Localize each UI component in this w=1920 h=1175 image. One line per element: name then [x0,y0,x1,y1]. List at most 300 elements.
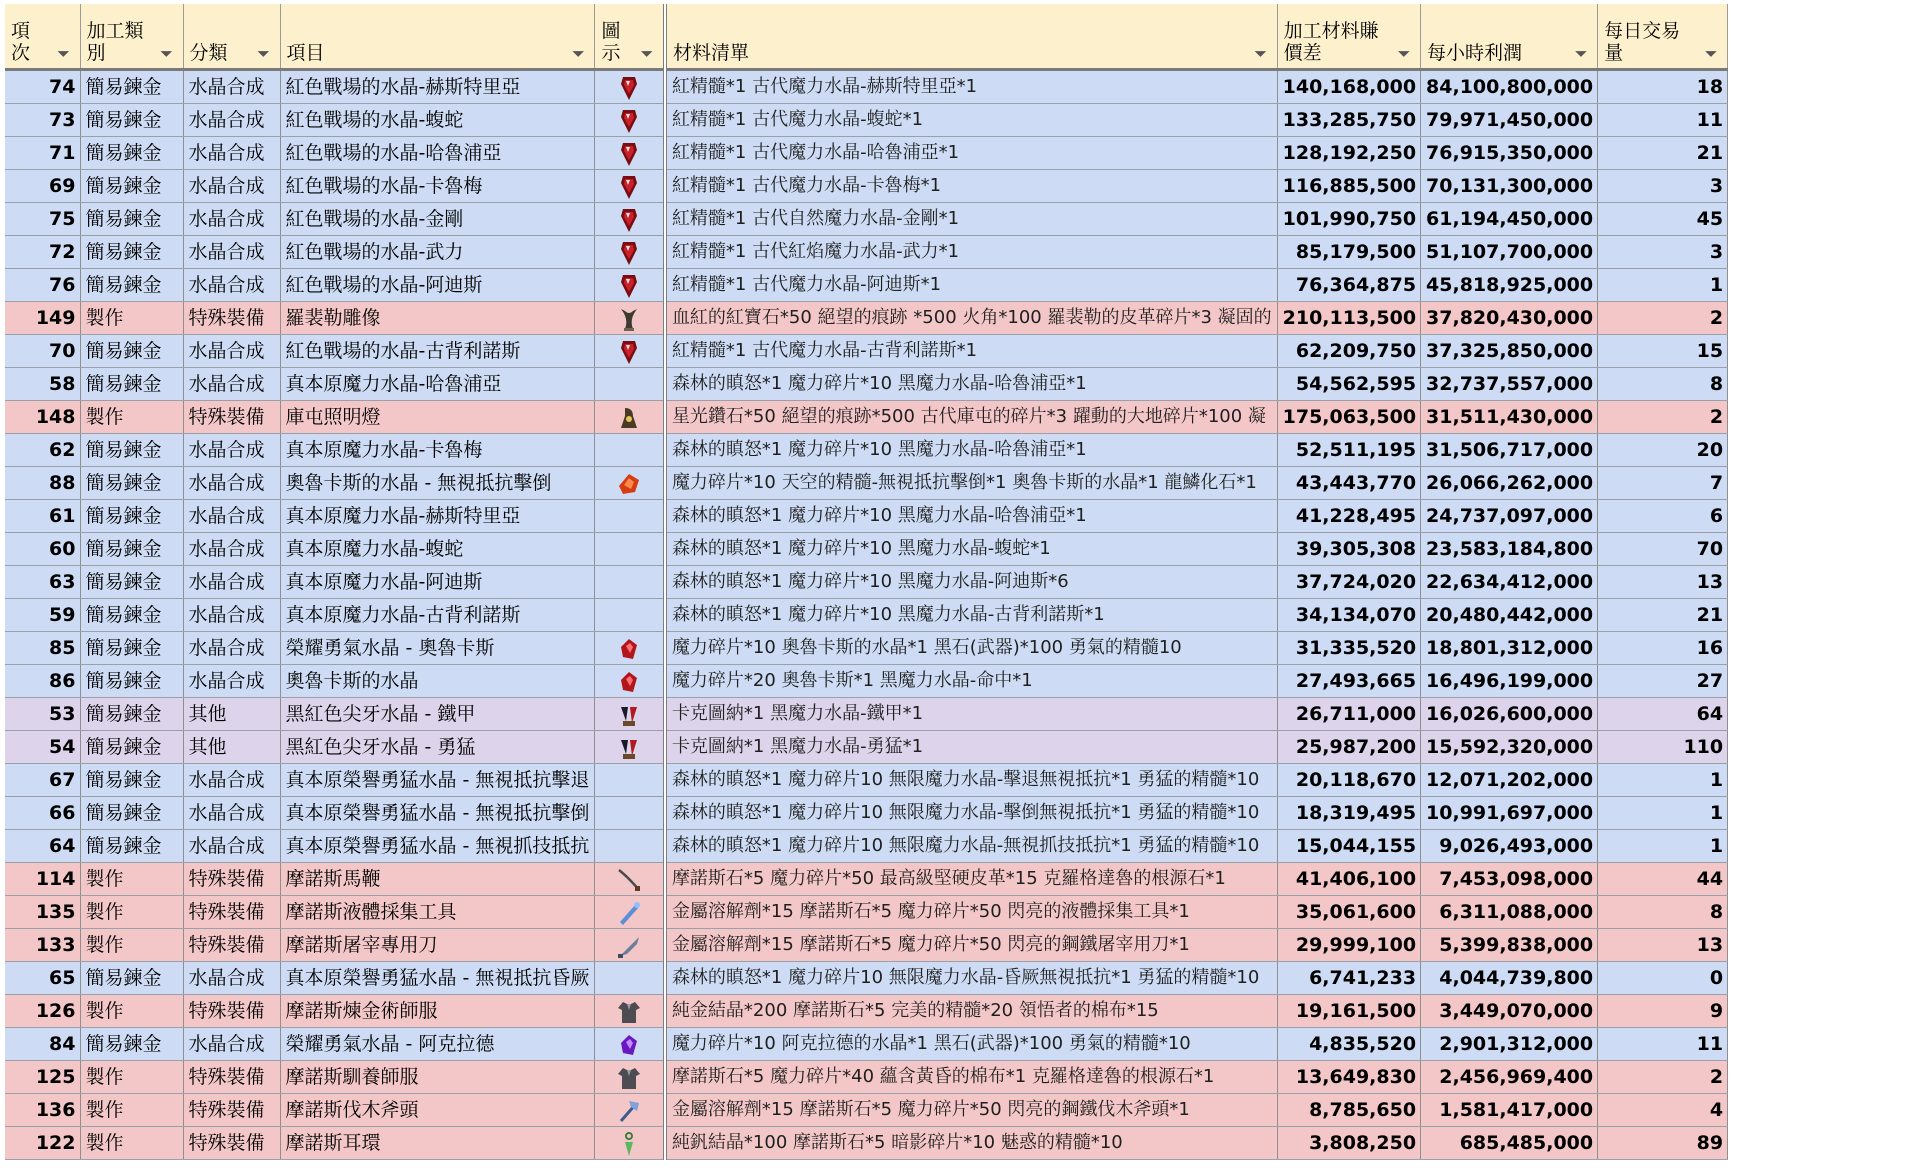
cell-volume[interactable]: 20 [1598,434,1728,467]
cell-category[interactable]: 特殊裝備 [183,863,280,896]
cell-profit[interactable]: 31,511,430,000 [1421,401,1598,434]
cell-id[interactable]: 66 [5,797,80,830]
cell-id[interactable]: 54 [5,731,80,764]
table-row[interactable] [5,104,1728,137]
cell-icon[interactable] [595,797,665,830]
cell-icon[interactable] [595,896,665,929]
cell-type[interactable]: 簡易鍊金 [80,203,183,236]
filter-icon[interactable]: ⏷ [640,44,654,63]
cell-volume[interactable]: 11 [1598,1028,1728,1061]
cell-type[interactable]: 簡易鍊金 [80,500,183,533]
table-row[interactable] [5,632,1728,665]
cell-icon[interactable] [595,1127,665,1160]
cell-type[interactable]: 簡易鍊金 [80,70,183,104]
cell-margin[interactable]: 52,511,195 [1277,434,1420,467]
cell-profit[interactable]: 24,737,097,000 [1421,500,1598,533]
cell-item[interactable]: 庫屯照明燈 [280,401,595,434]
cell-icon[interactable] [595,830,665,863]
cell-icon[interactable] [595,1094,665,1127]
cell-materials[interactable]: 卡克圖納*1 黑魔力水晶-勇猛*1 [665,731,1277,764]
cell-item[interactable]: 紅色戰場的水晶-古背利諾斯 [280,335,595,368]
cell-category[interactable]: 水晶合成 [183,797,280,830]
table-row[interactable] [5,170,1728,203]
cell-margin[interactable]: 116,885,500 [1277,170,1420,203]
header-profit[interactable] [1421,4,1598,70]
cell-volume[interactable]: 2 [1598,401,1728,434]
cell-category[interactable]: 水晶合成 [183,764,280,797]
cell-type[interactable]: 簡易鍊金 [80,467,183,500]
cell-volume[interactable]: 2 [1598,302,1728,335]
cell-volume[interactable]: 15 [1598,335,1728,368]
cell-id[interactable]: 75 [5,203,80,236]
table-row[interactable] [5,434,1728,467]
cell-margin[interactable]: 19,161,500 [1277,995,1420,1028]
cell-id[interactable]: 73 [5,104,80,137]
cell-category[interactable]: 特殊裝備 [183,995,280,1028]
cell-margin[interactable]: 18,319,495 [1277,797,1420,830]
cell-id[interactable]: 86 [5,665,80,698]
cell-item[interactable]: 真本原魔力水晶-古背利諾斯 [280,599,595,632]
cell-materials[interactable]: 魔力碎片*10 天空的精髓-無視抵抗擊倒*1 奧魯卡斯的水晶*1 龍鱗化石*1 [665,467,1277,500]
cell-icon[interactable] [595,137,665,170]
cell-id[interactable]: 85 [5,632,80,665]
cell-item[interactable]: 榮耀勇氣水晶 - 奧魯卡斯 [280,632,595,665]
cell-item[interactable]: 黑紅色尖牙水晶 - 勇猛 [280,731,595,764]
cell-margin[interactable]: 31,335,520 [1277,632,1420,665]
cell-volume[interactable]: 2 [1598,1061,1728,1094]
cell-profit[interactable]: 45,818,925,000 [1421,269,1598,302]
cell-item[interactable]: 紅色戰場的水晶-卡魯梅 [280,170,595,203]
table-row[interactable] [5,401,1728,434]
cell-category[interactable]: 水晶合成 [183,236,280,269]
table-row[interactable] [5,995,1728,1028]
cell-icon[interactable] [595,665,665,698]
cell-id[interactable]: 148 [5,401,80,434]
cell-id[interactable]: 126 [5,995,80,1028]
cell-category[interactable]: 水晶合成 [183,533,280,566]
cell-volume[interactable]: 18 [1598,70,1728,104]
cell-type[interactable]: 簡易鍊金 [80,830,183,863]
cell-icon[interactable] [595,236,665,269]
cell-icon[interactable] [595,962,665,995]
cell-profit[interactable]: 2,901,312,000 [1421,1028,1598,1061]
cell-category[interactable]: 水晶合成 [183,203,280,236]
header-icon[interactable] [595,4,665,70]
cell-materials[interactable]: 金屬溶解劑*15 摩諾斯石*5 魔力碎片*50 閃亮的鋼鐵伐木斧頭*1 [665,1094,1277,1127]
cell-category[interactable]: 水晶合成 [183,434,280,467]
cell-profit[interactable]: 2,456,969,400 [1421,1061,1598,1094]
cell-id[interactable]: 76 [5,269,80,302]
table-row[interactable] [5,203,1728,236]
cell-type[interactable]: 簡易鍊金 [80,698,183,731]
cell-volume[interactable]: 8 [1598,368,1728,401]
cell-item[interactable]: 真本原魔力水晶-蝮蛇 [280,533,595,566]
cell-type[interactable]: 製作 [80,896,183,929]
table-row[interactable] [5,302,1728,335]
cell-item[interactable]: 紅色戰場的水晶-武力 [280,236,595,269]
filter-icon[interactable]: ⏷ [1254,44,1268,63]
table-row[interactable] [5,962,1728,995]
cell-materials[interactable]: 星光鑽石*50 絕望的痕跡*500 古代庫屯的碎片*3 躍動的大地碎片*100 凝 [665,401,1277,434]
cell-materials[interactable]: 紅精髓*1 古代魔力水晶-古背利諾斯*1 [665,335,1277,368]
cell-id[interactable]: 67 [5,764,80,797]
cell-volume[interactable]: 3 [1598,170,1728,203]
cell-type[interactable]: 製作 [80,401,183,434]
filter-icon[interactable]: ⏷ [1397,44,1411,63]
cell-volume[interactable]: 1 [1598,269,1728,302]
cell-type[interactable]: 簡易鍊金 [80,368,183,401]
filter-icon[interactable]: ⏷ [572,44,585,63]
table-row[interactable] [5,467,1728,500]
cell-item[interactable]: 摩諾斯煉金術師服 [280,995,595,1028]
cell-margin[interactable]: 140,168,000 [1277,70,1420,104]
cell-item[interactable]: 摩諾斯液體採集工具 [280,896,595,929]
table-row[interactable] [5,1094,1728,1127]
cell-volume[interactable]: 16 [1598,632,1728,665]
cell-volume[interactable]: 0 [1598,962,1728,995]
table-row[interactable] [5,698,1728,731]
table-row[interactable] [5,830,1728,863]
cell-volume[interactable]: 4 [1598,1094,1728,1127]
cell-category[interactable]: 特殊裝備 [183,929,280,962]
cell-materials[interactable]: 森林的瞋怒*1 魔力碎片*10 黑魔力水晶-哈魯浦亞*1 [665,434,1277,467]
cell-id[interactable]: 58 [5,368,80,401]
cell-id[interactable]: 65 [5,962,80,995]
cell-id[interactable]: 72 [5,236,80,269]
cell-margin[interactable]: 6,741,233 [1277,962,1420,995]
cell-item[interactable]: 真本原榮譽勇猛水晶 - 無視抓技抵抗 [280,830,595,863]
cell-margin[interactable]: 128,192,250 [1277,137,1420,170]
cell-profit[interactable]: 9,026,493,000 [1421,830,1598,863]
cell-profit[interactable]: 51,107,700,000 [1421,236,1598,269]
cell-margin[interactable]: 3,808,250 [1277,1127,1420,1160]
cell-type[interactable]: 簡易鍊金 [80,236,183,269]
cell-item[interactable]: 真本原魔力水晶-阿迪斯 [280,566,595,599]
cell-volume[interactable]: 3 [1598,236,1728,269]
cell-margin[interactable]: 20,118,670 [1277,764,1420,797]
cell-materials[interactable]: 森林的瞋怒*1 魔力碎片*10 黑魔力水晶-古背利諾斯*1 [665,599,1277,632]
cell-margin[interactable]: 41,406,100 [1277,863,1420,896]
header-materials[interactable] [665,4,1277,70]
cell-type[interactable]: 簡易鍊金 [80,269,183,302]
cell-item[interactable]: 摩諾斯馴養師服 [280,1061,595,1094]
table-row[interactable] [5,929,1728,962]
cell-category[interactable]: 其他 [183,731,280,764]
cell-profit[interactable]: 1,581,417,000 [1421,1094,1598,1127]
cell-volume[interactable]: 21 [1598,137,1728,170]
cell-margin[interactable]: 27,493,665 [1277,665,1420,698]
cell-materials[interactable]: 森林的瞋怒*1 魔力碎片10 無限魔力水晶-擊倒無視抵抗*1 勇猛的精髓*10 [665,797,1277,830]
cell-icon[interactable] [595,269,665,302]
cell-profit[interactable]: 79,971,450,000 [1421,104,1598,137]
cell-type[interactable]: 簡易鍊金 [80,137,183,170]
filter-icon[interactable]: ⏷ [257,44,270,63]
cell-margin[interactable]: 133,285,750 [1277,104,1420,137]
table-row[interactable] [5,236,1728,269]
cell-id[interactable]: 53 [5,698,80,731]
cell-materials[interactable]: 森林的瞋怒*1 魔力碎片*10 黑魔力水晶-阿迪斯*6 [665,566,1277,599]
cell-category[interactable]: 水晶合成 [183,566,280,599]
cell-id[interactable]: 122 [5,1127,80,1160]
table-row[interactable] [5,533,1728,566]
cell-id[interactable]: 74 [5,70,80,104]
cell-margin[interactable]: 39,305,308 [1277,533,1420,566]
cell-volume[interactable]: 21 [1598,599,1728,632]
cell-margin[interactable]: 13,649,830 [1277,1061,1420,1094]
cell-icon[interactable] [595,70,665,104]
cell-type[interactable]: 簡易鍊金 [80,335,183,368]
cell-materials[interactable]: 紅精髓*1 古代魔力水晶-卡魯梅*1 [665,170,1277,203]
header-id[interactable] [5,4,80,70]
cell-item[interactable]: 真本原榮譽勇猛水晶 - 無視抵抗擊退 [280,764,595,797]
cell-margin[interactable]: 29,999,100 [1277,929,1420,962]
cell-type[interactable]: 製作 [80,1127,183,1160]
cell-icon[interactable] [595,731,665,764]
cell-category[interactable]: 水晶合成 [183,137,280,170]
cell-id[interactable]: 60 [5,533,80,566]
cell-profit[interactable]: 15,592,320,000 [1421,731,1598,764]
cell-category[interactable]: 水晶合成 [183,170,280,203]
cell-type[interactable]: 簡易鍊金 [80,104,183,137]
cell-profit[interactable]: 16,026,600,000 [1421,698,1598,731]
cell-volume[interactable]: 1 [1598,797,1728,830]
cell-category[interactable]: 水晶合成 [183,830,280,863]
cell-margin[interactable]: 101,990,750 [1277,203,1420,236]
cell-category[interactable]: 水晶合成 [183,467,280,500]
cell-materials[interactable]: 紅精髓*1 古代魔力水晶-蝮蛇*1 [665,104,1277,137]
cell-margin[interactable]: 25,987,200 [1277,731,1420,764]
filter-icon[interactable]: ⏷ [1704,44,1718,63]
cell-type[interactable]: 簡易鍊金 [80,632,183,665]
cell-item[interactable]: 真本原魔力水晶-赫斯特里亞 [280,500,595,533]
table-row[interactable] [5,1127,1728,1160]
cell-id[interactable]: 69 [5,170,80,203]
cell-type[interactable]: 製作 [80,929,183,962]
cell-type[interactable]: 製作 [80,302,183,335]
table-row[interactable] [5,335,1728,368]
cell-volume[interactable]: 89 [1598,1127,1728,1160]
table-row[interactable] [5,896,1728,929]
cell-materials[interactable]: 紅精髓*1 古代魔力水晶-哈魯浦亞*1 [665,137,1277,170]
cell-category[interactable]: 水晶合成 [183,70,280,104]
cell-id[interactable]: 135 [5,896,80,929]
cell-type[interactable]: 簡易鍊金 [80,764,183,797]
header-volume[interactable] [1598,4,1728,70]
cell-id[interactable]: 70 [5,335,80,368]
cell-type[interactable]: 簡易鍊金 [80,533,183,566]
cell-materials[interactable]: 森林的瞋怒*1 魔力碎片10 無限魔力水晶-無視抓技抵抗*1 勇猛的精髓*10 [665,830,1277,863]
cell-profit[interactable]: 5,399,838,000 [1421,929,1598,962]
cell-materials[interactable]: 摩諾斯石*5 魔力碎片*40 蘊含黃昏的棉布*1 克羅格達魯的根源石*1 [665,1061,1277,1094]
cell-materials[interactable]: 紅精髓*1 古代紅焰魔力水晶-武力*1 [665,236,1277,269]
cell-margin[interactable]: 37,724,020 [1277,566,1420,599]
cell-volume[interactable]: 11 [1598,104,1728,137]
cell-category[interactable]: 水晶合成 [183,962,280,995]
cell-item[interactable]: 紅色戰場的水晶-蝮蛇 [280,104,595,137]
cell-margin[interactable]: 26,711,000 [1277,698,1420,731]
cell-item[interactable]: 真本原魔力水晶-哈魯浦亞 [280,368,595,401]
header-category[interactable] [183,4,280,70]
cell-icon[interactable] [595,104,665,137]
cell-profit[interactable]: 23,583,184,800 [1421,533,1598,566]
cell-profit[interactable]: 84,100,800,000 [1421,70,1598,104]
cell-category[interactable]: 水晶合成 [183,368,280,401]
cell-profit[interactable]: 3,449,070,000 [1421,995,1598,1028]
cell-margin[interactable]: 4,835,520 [1277,1028,1420,1061]
cell-category[interactable]: 水晶合成 [183,1028,280,1061]
cell-materials[interactable]: 森林的瞋怒*1 魔力碎片*10 黑魔力水晶-哈魯浦亞*1 [665,368,1277,401]
cell-profit[interactable]: 16,496,199,000 [1421,665,1598,698]
cell-type[interactable]: 簡易鍊金 [80,731,183,764]
cell-type[interactable]: 製作 [80,1061,183,1094]
cell-icon[interactable] [595,302,665,335]
cell-materials[interactable]: 紅精髓*1 古代魔力水晶-赫斯特里亞*1 [665,70,1277,104]
cell-profit[interactable]: 76,915,350,000 [1421,137,1598,170]
cell-profit[interactable]: 37,820,430,000 [1421,302,1598,335]
cell-item[interactable]: 榮耀勇氣水晶 - 阿克拉德 [280,1028,595,1061]
cell-materials[interactable]: 森林的瞋怒*1 魔力碎片*10 黑魔力水晶-哈魯浦亞*1 [665,500,1277,533]
cell-volume[interactable]: 45 [1598,203,1728,236]
cell-type[interactable]: 簡易鍊金 [80,599,183,632]
cell-icon[interactable] [595,698,665,731]
cell-id[interactable]: 88 [5,467,80,500]
cell-item[interactable]: 紅色戰場的水晶-阿迪斯 [280,269,595,302]
cell-item[interactable]: 紅色戰場的水晶-赫斯特里亞 [280,70,595,104]
cell-id[interactable]: 136 [5,1094,80,1127]
table-row[interactable] [5,566,1728,599]
cell-icon[interactable] [595,335,665,368]
cell-id[interactable]: 84 [5,1028,80,1061]
cell-profit[interactable]: 61,194,450,000 [1421,203,1598,236]
table-row[interactable] [5,137,1728,170]
cell-materials[interactable]: 純金結晶*200 摩諾斯石*5 完美的精髓*20 領悟者的棉布*15 [665,995,1277,1028]
cell-volume[interactable]: 13 [1598,566,1728,599]
cell-icon[interactable] [595,995,665,1028]
cell-category[interactable]: 水晶合成 [183,500,280,533]
cell-item[interactable]: 羅裴勒雕像 [280,302,595,335]
cell-id[interactable]: 71 [5,137,80,170]
cell-margin[interactable]: 41,228,495 [1277,500,1420,533]
cell-icon[interactable] [595,599,665,632]
cell-category[interactable]: 特殊裝備 [183,302,280,335]
cell-type[interactable]: 簡易鍊金 [80,170,183,203]
cell-category[interactable]: 特殊裝備 [183,1094,280,1127]
cell-type[interactable]: 簡易鍊金 [80,566,183,599]
cell-materials[interactable]: 森林的瞋怒*1 魔力碎片10 無限魔力水晶-擊退無視抵抗*1 勇猛的精髓*10 [665,764,1277,797]
cell-id[interactable]: 61 [5,500,80,533]
cell-profit[interactable]: 32,737,557,000 [1421,368,1598,401]
cell-profit[interactable]: 37,325,850,000 [1421,335,1598,368]
cell-category[interactable]: 特殊裝備 [183,401,280,434]
table-row[interactable] [5,797,1728,830]
cell-profit[interactable]: 685,485,000 [1421,1127,1598,1160]
cell-margin[interactable]: 35,061,600 [1277,896,1420,929]
cell-profit[interactable]: 70,131,300,000 [1421,170,1598,203]
cell-icon[interactable] [595,533,665,566]
cell-volume[interactable]: 64 [1598,698,1728,731]
cell-id[interactable]: 125 [5,1061,80,1094]
table-row[interactable] [5,1061,1728,1094]
cell-item[interactable]: 真本原榮譽勇猛水晶 - 無視抵抗昏厥 [280,962,595,995]
cell-item[interactable]: 摩諾斯屠宰專用刀 [280,929,595,962]
cell-margin[interactable]: 43,443,770 [1277,467,1420,500]
cell-materials[interactable]: 純釩結晶*100 摩諾斯石*5 暗影碎片*10 魅惑的精髓*10 [665,1127,1277,1160]
cell-margin[interactable]: 15,044,155 [1277,830,1420,863]
cell-category[interactable]: 水晶合成 [183,665,280,698]
table-row[interactable] [5,764,1728,797]
cell-type[interactable]: 簡易鍊金 [80,665,183,698]
filter-icon[interactable]: ⏷ [1574,44,1588,63]
cell-category[interactable]: 特殊裝備 [183,896,280,929]
cell-category[interactable]: 水晶合成 [183,632,280,665]
table-row[interactable] [5,731,1728,764]
cell-materials[interactable]: 卡克圖納*1 黑魔力水晶-鐵甲*1 [665,698,1277,731]
table-row[interactable] [5,70,1728,104]
cell-id[interactable]: 59 [5,599,80,632]
cell-volume[interactable]: 1 [1598,830,1728,863]
cell-profit[interactable]: 10,991,697,000 [1421,797,1598,830]
cell-id[interactable]: 149 [5,302,80,335]
cell-item[interactable]: 紅色戰場的水晶-哈魯浦亞 [280,137,595,170]
table-row[interactable] [5,368,1728,401]
cell-volume[interactable]: 110 [1598,731,1728,764]
cell-profit[interactable]: 26,066,262,000 [1421,467,1598,500]
cell-type[interactable]: 簡易鍊金 [80,797,183,830]
cell-type[interactable]: 製作 [80,995,183,1028]
cell-volume[interactable]: 27 [1598,665,1728,698]
table-row[interactable] [5,863,1728,896]
header-margin[interactable] [1277,4,1420,70]
cell-materials[interactable]: 森林的瞋怒*1 魔力碎片10 無限魔力水晶-昏厥無視抵抗*1 勇猛的精髓*10 [665,962,1277,995]
cell-volume[interactable]: 44 [1598,863,1728,896]
cell-icon[interactable] [595,368,665,401]
cell-margin[interactable]: 8,785,650 [1277,1094,1420,1127]
cell-item[interactable]: 真本原魔力水晶-卡魯梅 [280,434,595,467]
cell-category[interactable]: 水晶合成 [183,335,280,368]
table-row[interactable] [5,599,1728,632]
cell-type[interactable]: 簡易鍊金 [80,434,183,467]
table-row[interactable] [5,500,1728,533]
cell-icon[interactable] [595,1028,665,1061]
cell-materials[interactable]: 血紅的紅寶石*50 絕望的痕跡 *500 火角*100 羅裴勒的皮革碎片*3 凝固的 [665,302,1277,335]
header-item[interactable] [280,4,595,70]
cell-category[interactable]: 其他 [183,698,280,731]
table-row[interactable] [5,269,1728,302]
cell-category[interactable]: 特殊裝備 [183,1127,280,1160]
cell-category[interactable]: 特殊裝備 [183,1061,280,1094]
cell-volume[interactable]: 13 [1598,929,1728,962]
cell-icon[interactable] [595,203,665,236]
cell-icon[interactable] [595,401,665,434]
cell-icon[interactable] [595,863,665,896]
cell-margin[interactable]: 76,364,875 [1277,269,1420,302]
cell-item[interactable]: 真本原榮譽勇猛水晶 - 無視抵抗擊倒 [280,797,595,830]
cell-volume[interactable]: 70 [1598,533,1728,566]
cell-type[interactable]: 製作 [80,1094,183,1127]
cell-id[interactable]: 133 [5,929,80,962]
cell-icon[interactable] [595,566,665,599]
cell-profit[interactable]: 22,634,412,000 [1421,566,1598,599]
cell-margin[interactable]: 175,063,500 [1277,401,1420,434]
cell-margin[interactable]: 34,134,070 [1277,599,1420,632]
cell-materials[interactable]: 森林的瞋怒*1 魔力碎片*10 黑魔力水晶-蝮蛇*1 [665,533,1277,566]
cell-id[interactable]: 64 [5,830,80,863]
cell-profit[interactable]: 7,453,098,000 [1421,863,1598,896]
cell-category[interactable]: 水晶合成 [183,269,280,302]
cell-profit[interactable]: 6,311,088,000 [1421,896,1598,929]
cell-category[interactable]: 水晶合成 [183,104,280,137]
cell-profit[interactable]: 31,506,717,000 [1421,434,1598,467]
